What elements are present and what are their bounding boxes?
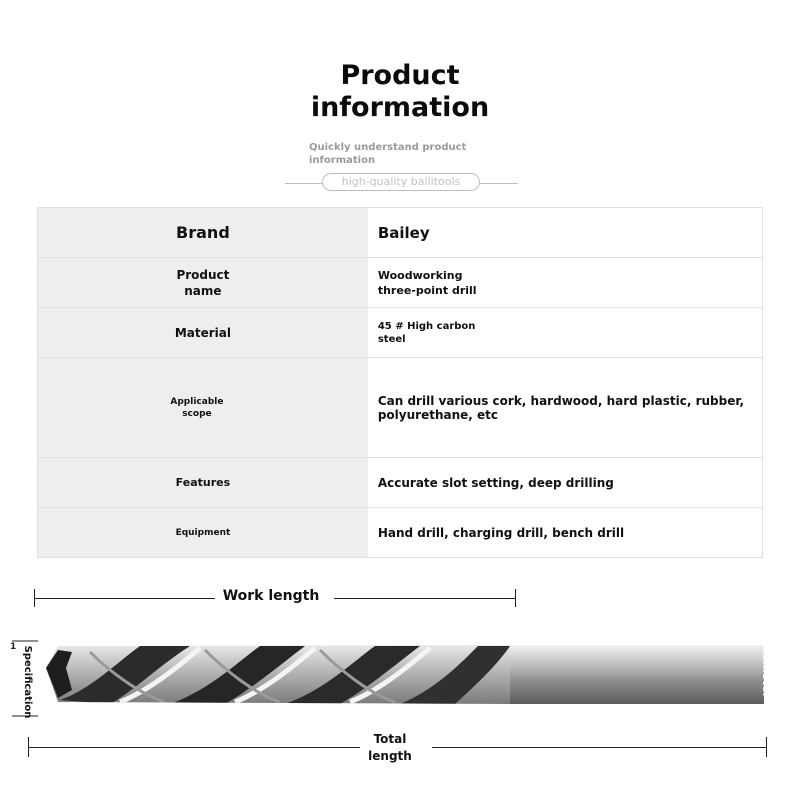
spec-value-product-name-text: Woodworking three-point drill xyxy=(377,268,477,297)
spec-key-product-name xyxy=(38,258,368,308)
spec-key-equipment: Equipment xyxy=(38,508,368,558)
work-length-label: Work length xyxy=(215,588,327,604)
page-subtitle: Quickly understand product information xyxy=(309,142,467,166)
work-length-tick-right xyxy=(515,589,516,607)
total-length-tick-right xyxy=(766,737,767,757)
drill-shank xyxy=(505,645,764,704)
spec-row-scope xyxy=(38,358,763,458)
spec-table xyxy=(37,207,763,558)
spec-row-material xyxy=(38,308,763,358)
spec-value-scope: Can drill various cork, hardwood, hard plastic, rubber, polyurethane, etc xyxy=(368,358,763,458)
spec-value-product-name xyxy=(368,258,763,308)
work-length-line-left xyxy=(34,598,216,599)
diameter-label: diameter xyxy=(760,641,773,699)
spec-key-scope-text: Applicable scope xyxy=(170,396,224,419)
title-line-2: information xyxy=(310,92,490,123)
spec-value-material-text: 45 # High carbon steel xyxy=(377,320,476,345)
spec-value-equipment: Hand drill, charging drill, bench drill xyxy=(377,525,625,540)
spec-row-brand xyxy=(38,208,763,258)
spec-value-features: Accurate slot setting, deep drilling xyxy=(368,458,763,508)
page-title xyxy=(0,60,800,124)
drill-bit-illustration xyxy=(0,630,800,730)
title-line-1: Product xyxy=(340,60,460,91)
spec-row-product-name xyxy=(38,258,763,308)
spec-key-features: Features xyxy=(38,458,368,508)
spec-key-product-name-text: Product name xyxy=(176,267,230,298)
spec-row-features xyxy=(38,458,763,508)
total-length-line-right xyxy=(432,747,767,748)
brand-tag: high-quality bailitools xyxy=(322,173,480,191)
tag-divider-left xyxy=(285,183,323,184)
tag-divider-right xyxy=(480,183,518,184)
total-length-line-left xyxy=(28,747,360,748)
spec-key-material: Material xyxy=(38,308,368,358)
spec-key-brand: Brand xyxy=(38,208,368,258)
specification-label: Specification xyxy=(22,645,33,719)
work-length-line-right xyxy=(334,598,516,599)
spec-value-brand: Bailey xyxy=(368,208,763,258)
spec-key-scope xyxy=(38,358,368,458)
spec-row-equipment xyxy=(38,508,763,558)
spec-small-mark: 1 xyxy=(10,642,17,652)
total-length-label: Total length xyxy=(368,732,412,763)
spec-value-material xyxy=(368,308,763,358)
